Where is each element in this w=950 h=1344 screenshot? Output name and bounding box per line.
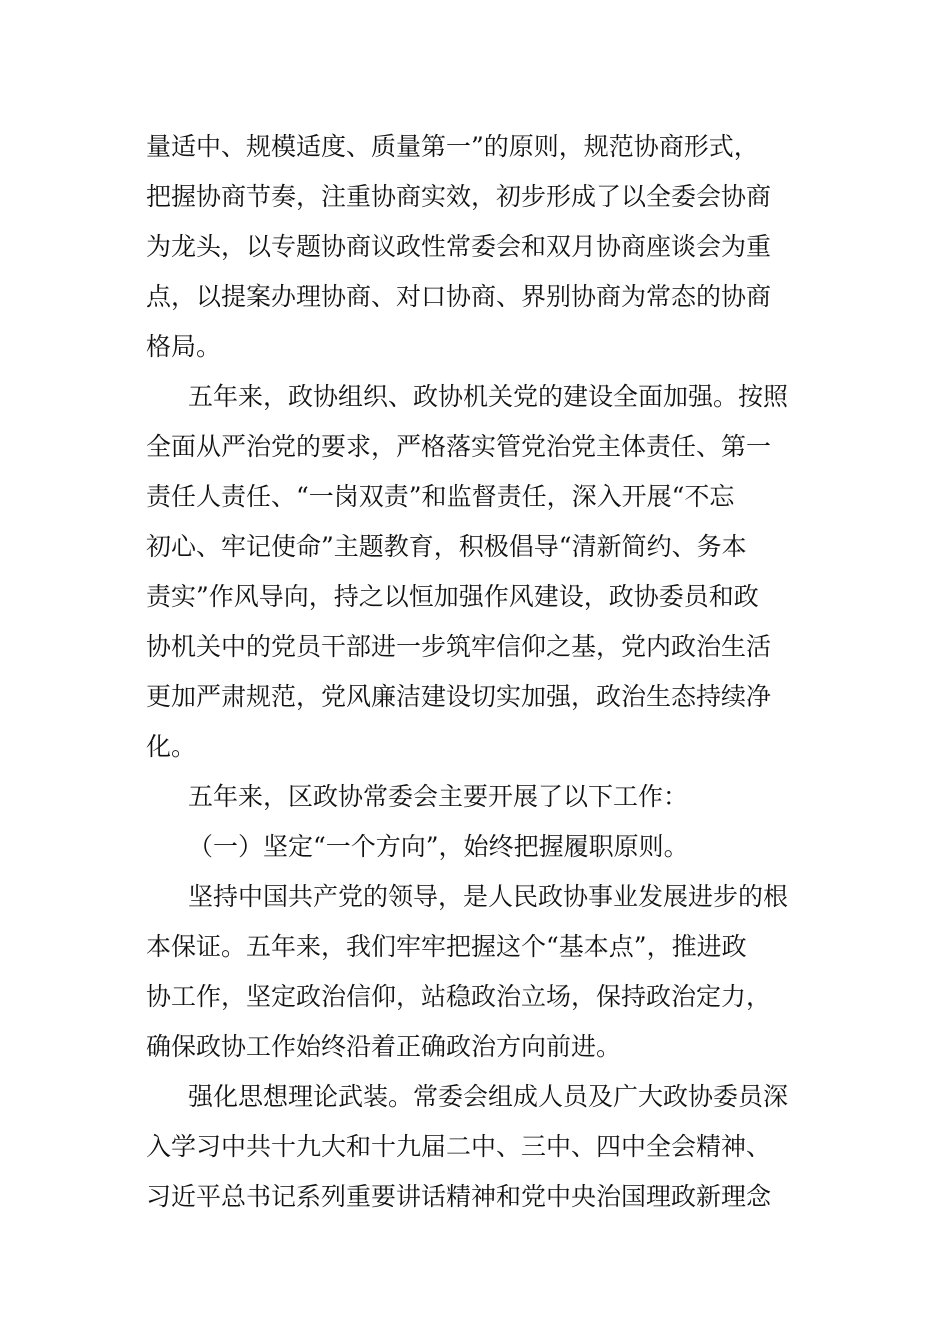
text-line: 更加严肃规范，党风廉洁建设切实加强，政治生态持续净: [146, 682, 772, 711]
text-line: 把握协商节奏，注重协商实效，初步形成了以全委会协商: [146, 182, 772, 211]
text-line: 确保政协工作始终沿着正确政治方向前进。: [146, 1032, 622, 1061]
text-line: 协机关中的党员干部进一步筑牢信仰之基，党内政治生活: [146, 632, 772, 661]
text-line: 入学习中共十九大和十九届二中、三中、四中全会精神、: [146, 1132, 772, 1161]
document-page: [146, 122, 808, 1222]
section-heading: （一）坚定“一个方向”，始终把握履职原则。: [188, 832, 689, 861]
text-line: 初心、牢记使命”主题教育，积极倡导“清新简约、务本: [146, 532, 747, 561]
text-line: 习近平总书记系列重要讲话精神和党中央治国理政新理念: [146, 1182, 772, 1211]
paragraph-start-line: 强化思想理论武装。常委会组成人员及广大政协委员深: [188, 1082, 789, 1111]
text-line: 责任人责任、“一岗双责”和监督责任，深入开展“不忘: [146, 482, 735, 511]
paragraph-start-line: 五年来，区政协常委会主要开展了以下工作：: [188, 782, 689, 811]
text-line: 化。: [146, 732, 197, 761]
paragraph-start-line: 坚持中国共产党的领导，是人民政协事业发展进步的根: [188, 882, 789, 911]
text-line: 本保证。五年来，我们牢牢把握这个“基本点”，推进政: [146, 932, 747, 961]
paragraph-start-line: 五年来，政协组织、政协机关党的建设全面加强。按照: [188, 382, 789, 411]
text-line: 格局。: [146, 332, 222, 361]
text-line: 责实”作风导向，持之以恒加强作风建设，政协委员和政: [146, 582, 759, 611]
text-line: 为龙头，以专题协商议政性常委会和双月协商座谈会为重: [146, 232, 772, 261]
text-line: 协工作，坚定政治信仰，站稳政治立场，保持政治定力，: [146, 982, 772, 1011]
text-line: 点，以提案办理协商、对口协商、界别协商为常态的协商: [146, 282, 772, 311]
text-line: 全面从严治党的要求，严格落实管党治党主体责任、第一: [146, 432, 772, 461]
text-line: 量适中、规模适度、质量第一”的原则，规范协商形式，: [146, 132, 759, 161]
